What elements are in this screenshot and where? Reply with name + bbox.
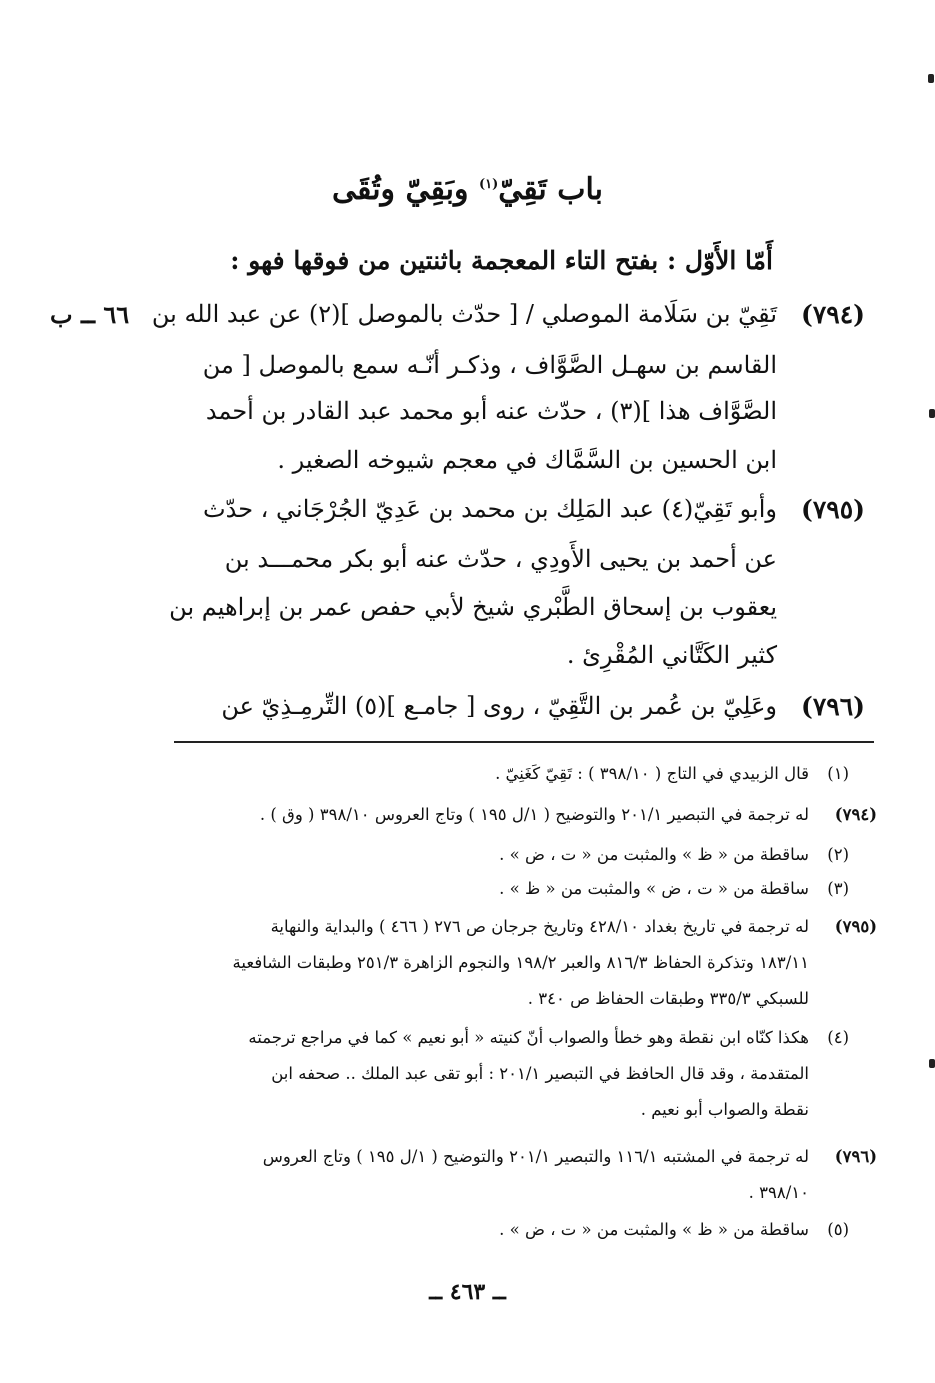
footnote-text: ١٨٣/١١ وتذكرة الحفاظ ٨١٦/٣ والعبر ١٩٨/٢ والنجوم الزاهرة ٢٥١/٣ وطبقات الشافعية xyxy=(232,953,809,972)
footnote-number: (٢) xyxy=(827,845,849,864)
scan-mark xyxy=(928,74,934,83)
entry-line: كثير الكَتَّاني المُقْرِئ . xyxy=(566,641,777,669)
entry-line: عن أحمد بن يحيى الأَودِي ، حدّث عنه أبو بكر محمـــد بن xyxy=(224,545,777,573)
page-number: ــ ٤٦٣ ــ xyxy=(429,1279,506,1305)
footnote-text: له ترجمة في المشتبه ١١٦/١ والتبصير ٢٠١/١ والتوضيح ( ١/ل ١٩٥ ) وتاج العروس xyxy=(262,1147,809,1166)
chapter-title-ref: (١) xyxy=(478,177,499,192)
entry-795 xyxy=(55,495,865,685)
entry-line: القاسم بن سهـل الصَّوَّاف ، وذكـر أنّـه سمع بالموصل [ من xyxy=(202,351,777,379)
footnote-number: (٥) xyxy=(827,1220,849,1239)
intro-line: أَمّا الأَوّل : بفتح التاء المعجمة باثنتين من فوقها فهو : xyxy=(230,246,773,275)
footnote-divider xyxy=(174,741,874,743)
entry-line: الصَّوَّاف هذا ](٣) ، حدّث عنه أبو محمد عبد القادر بن أحمد xyxy=(205,397,777,425)
footnote-text: هكذا كنّاه ابن نقطة وهو خطأ والصواب أنّ كنيته « أبو نعيم » كما في مراجع ترجمته xyxy=(248,1028,809,1047)
entry-number: (٧٩٥) xyxy=(801,495,865,524)
footnote-text: له ترجمة في التبصير ٢٠١/١ والتوضيح ( ١/ل ١٩٥ ) وتاج العروس ٣٩٨/١٠ ( وق ) . xyxy=(259,805,809,824)
footnote-text: ٣٩٨/١٠ . xyxy=(748,1183,809,1202)
footnote-text: نقطة والصواب أبو نعيم . xyxy=(640,1100,809,1119)
entry-line: يعقوب بن إسحاق الطَّبْري شيخ لأبي حفص عمر بن إبراهيم بن xyxy=(169,593,777,621)
entry-796 xyxy=(55,692,865,732)
footnote-text: قال الزبيدي في التاج ( ٣٩٨/١٠ ) : تَقِيّ كَغَنِيّ . xyxy=(495,764,809,783)
footnote-number: (١) xyxy=(827,764,849,783)
entry-number: (٧٩٦) xyxy=(801,692,865,721)
footnote-text: للسبكي ٣٣٥/٣ وطبقات الحفاظ ص ٣٤٠ . xyxy=(527,989,809,1008)
footnote-number: (٧٩٦) xyxy=(834,1147,877,1166)
chapter-title-main: باب تَقِيّ xyxy=(498,172,603,207)
footnote-number: (٤) xyxy=(827,1028,849,1047)
scan-mark xyxy=(929,409,935,418)
entry-number: (٧٩٤) xyxy=(801,300,865,329)
footnote-number: (٧٩٥) xyxy=(834,917,877,936)
footnote-text: ساقطة من « ت ، ض » والمثبت من « ظ » . xyxy=(499,879,809,898)
footnote-text: ساقطة من « ظ » والمثبت من « ت ، ض » . xyxy=(499,845,809,864)
footnote-text: المتقدمة ، وقد قال الحافظ في التبصير ٢٠١/١ : أبو تقى عبد الملك .. صحفه ابن xyxy=(271,1064,809,1083)
footnote-text: له ترجمة في تاريخ بغداد ٤٢٨/١٠ وتاريخ جرجان ص ٢٧٦ ( ٤٦٦ ) والبداية والنهاية xyxy=(270,917,809,936)
entry-line: وعَلِيّ بن عُمر بن التَّقِيّ ، روى [ جامـع ](٥) التِّرمِـذِيّ عن xyxy=(221,692,777,720)
scan-mark xyxy=(929,1059,935,1068)
entry-794 xyxy=(50,300,865,490)
footnote-number: (٣) xyxy=(827,879,849,898)
margin-note: ٦٦ ــ ب xyxy=(50,300,130,329)
entry-line: تَقِيّ بن سَلَامة الموصلي / [ حدّث بالموصل ](٢) عن عبد الله بن xyxy=(151,300,777,328)
footnote-text: ساقطة من « ظ » والمثبت من « ت ، ض » . xyxy=(499,1220,809,1239)
chapter-title-rest: وبَقِيّ وتُقَى xyxy=(332,172,479,207)
entry-line: وأبو تَقِيّ(٤) عبد المَلِك بن محمد بن عَدِيّ الجُرْجَاني ، حدّث xyxy=(203,495,777,523)
chapter-title xyxy=(0,172,935,207)
footnote-number: (٧٩٤) xyxy=(834,805,877,824)
entry-line: ابن الحسين بن السَّمَّاك في معجم شيوخه الصغير . xyxy=(277,446,777,474)
